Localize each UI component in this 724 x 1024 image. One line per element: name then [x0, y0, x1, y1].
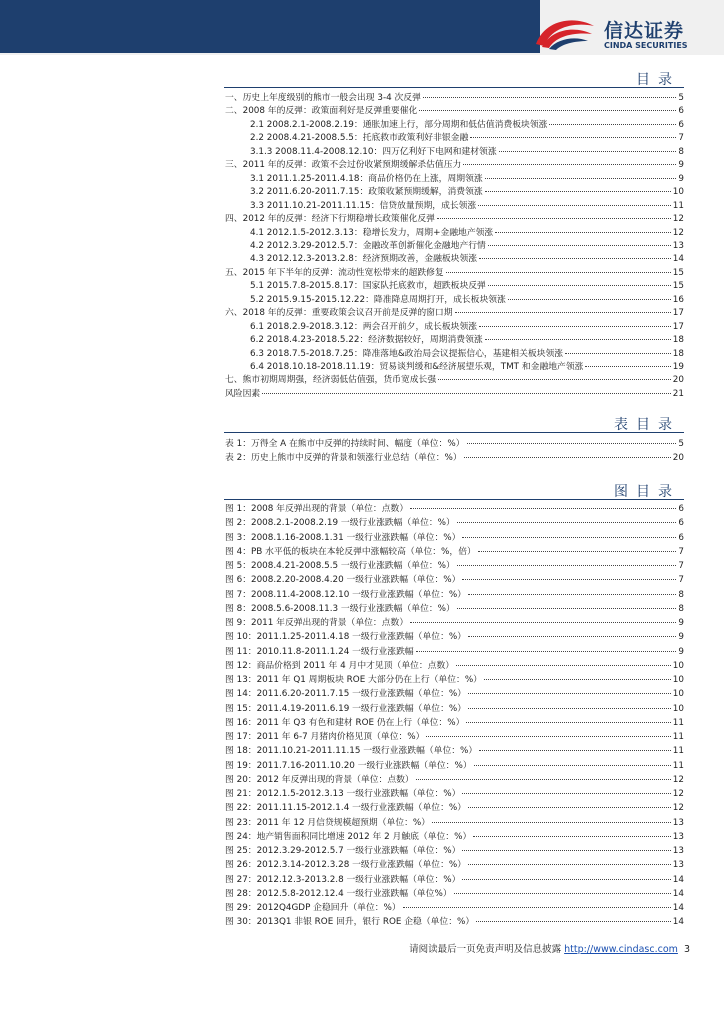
toc-entry-page: 12: [672, 214, 684, 225]
toc-entry-page: 9: [678, 173, 684, 184]
toc-entry-page: 16: [672, 294, 684, 305]
toc-entry[interactable]: [250, 346, 684, 360]
toc-entry-page: 6: [678, 119, 684, 130]
toc-entry-page: 7: [678, 133, 684, 144]
toc-entry[interactable]: [250, 225, 684, 239]
figures-entry-title: 图 17：2011 年 6-7 月猪肉价格见顶（单位：%）: [225, 732, 425, 742]
figures-entry[interactable]: [225, 900, 684, 914]
figures-entry-page: 10: [672, 689, 684, 700]
dot-leader: [423, 97, 676, 98]
figures-entry[interactable]: [225, 601, 684, 615]
dot-leader: [410, 508, 676, 509]
figures-entry[interactable]: [225, 715, 684, 729]
toc-entry-title: 3.1 2011.1.25-2011.4.18：商品价格仍在上涨，周期领涨: [250, 173, 483, 184]
figures-entry-title: 图 5：2008.4.21-2008.5.5 一级行业涨跌幅（单位：%）: [225, 561, 455, 571]
figures-entry-page: 13: [672, 831, 684, 842]
figures-entry-title: 图 8：2008.5.6-2008.11.3 一级行业涨跌幅（单位：%）: [225, 603, 455, 614]
toc-entry-page: 17: [672, 308, 684, 319]
figures-entry-title: 图 23：2011 年 12 月信贷规模超预期（单位：%）: [225, 817, 431, 828]
toc-entry-page: 12: [672, 227, 684, 238]
toc-entry-title: 6.4 2018.10.18-2018.11.19：贸易谈判缓和&经济展望乐观，TMT 和金融地产领涨: [250, 362, 584, 372]
tables-entry-title: 表 1：万得全 A 在熊市中反弹的持续时间、幅度（单位：%）: [225, 439, 465, 449]
figures-entry-title: 图 1：2008 年反弹出现的背景（单位：点数）: [225, 504, 409, 514]
figures-entry-title: 图 18：2011.10.21-2011.11.15 一级行业涨跌幅（单位：%）: [225, 746, 478, 757]
figures-entry-page: 7: [678, 575, 684, 586]
toc-entry-page: 15: [672, 281, 684, 292]
dot-leader: [474, 765, 671, 766]
dot-leader: [476, 921, 671, 922]
tables-entry-page: 5: [678, 439, 684, 449]
figures-entry[interactable]: [225, 914, 684, 928]
figures-entry[interactable]: [225, 615, 684, 629]
toc-entry[interactable]: [250, 117, 684, 131]
toc-entry[interactable]: [225, 211, 684, 225]
dot-leader: [495, 232, 671, 233]
website-link[interactable]: http://www.cindasc.com: [564, 944, 678, 955]
figures-entry-title: 图 11：2010.11.8-2011.1.24 一级行业涨跌幅: [225, 646, 414, 657]
figures-entry-title: 图 26：2012.3.14-2012.3.28 一级行业涨跌幅（单位：%）: [225, 860, 467, 871]
figures-entry-page: 11: [672, 760, 684, 771]
figures-entry-page: 14: [672, 874, 684, 885]
figures-entry-title: 图 3：2008.1.16-2008.1.31 一级行业涨跌幅（单位：%）: [225, 532, 461, 543]
dot-leader: [457, 565, 677, 566]
figures-entry[interactable]: [225, 843, 684, 857]
figures-entry[interactable]: [225, 501, 684, 515]
dot-leader: [403, 907, 671, 908]
figures-entry-page: 12: [672, 774, 684, 785]
page-number: 3: [683, 944, 690, 955]
figures-entry[interactable]: [225, 701, 684, 715]
dot-leader: [462, 579, 676, 580]
figures-entry-title: 图 6：2008.2.20-2008.4.20 一级行业涨跌幅（单位：%）: [225, 575, 461, 586]
figures-entry[interactable]: [225, 886, 684, 900]
toc-entry-page: 15: [672, 267, 684, 278]
toc-entry[interactable]: [225, 265, 684, 279]
dot-leader: [462, 537, 676, 538]
dot-leader: [468, 864, 671, 865]
figures-entry-title: 图 15：2011.4.19-2011.6.19 一级行业涨跌幅（单位：%）: [225, 703, 467, 714]
figures-entry-page: 9: [678, 646, 684, 657]
figures-entry-title: 图 22：2011.11.15-2012.1.4 一级行业涨跌幅（单位：%）: [225, 803, 467, 814]
figures-entry-title: 图 12：商品价格到 2011 年 4 月中才见顶（单位：点数）: [225, 660, 455, 671]
toc-entry-page: 17: [672, 321, 684, 332]
dot-leader: [468, 807, 671, 808]
figures-entry-title: 图 24：地产销售面积同比增速 2012 年 2 月触底（单位：%）: [225, 831, 472, 842]
toc-entry[interactable]: [250, 171, 684, 185]
dot-leader: [464, 457, 671, 458]
toc-entry-title: 2.1 2008.2.1-2008.2.19：通胀加速上行，部分周期和低估值消费板块领涨: [250, 119, 548, 130]
dot-leader: [457, 608, 677, 609]
figures-entry-page: 14: [672, 917, 684, 928]
dot-leader: [485, 339, 671, 340]
figures-entry[interactable]: [225, 544, 684, 558]
figures-entry[interactable]: [225, 815, 684, 829]
toc-divider: [224, 87, 684, 88]
toc-entry[interactable]: [250, 184, 684, 198]
toc-entry-title: 6.2 2018.4.23-2018.5.22：经济数据较好，周期消费领涨: [250, 335, 483, 346]
figures-entry-title: 图 21：2012.1.5-2012.3.13 一级行业涨跌幅（单位：%）: [225, 789, 461, 799]
dot-leader: [549, 124, 676, 125]
figures-entry-page: 12: [672, 803, 684, 814]
dot-leader: [468, 594, 676, 595]
toc-entry[interactable]: [250, 292, 684, 306]
figures-entry[interactable]: [225, 872, 684, 886]
figures-entry-page: 11: [672, 746, 684, 757]
dot-leader: [438, 379, 671, 380]
figures-entry-page: 11: [672, 732, 684, 742]
toc-entry-title: 4.1 2012.1.5-2012.3.13：稳增长发力，周期+金融地产领涨: [250, 227, 494, 238]
dot-leader: [499, 151, 677, 152]
toc-entry[interactable]: [250, 319, 684, 333]
figures-entry-title: 图 30：2013Q1 非银 ROE 回升，银行 ROE 企稳（单位：%）: [225, 917, 475, 928]
toc-entry[interactable]: [250, 198, 684, 212]
logo-icon: [532, 14, 598, 52]
figures-entry[interactable]: [225, 587, 684, 601]
figures-heading: 图目录: [614, 484, 680, 500]
dot-leader: [262, 393, 671, 394]
toc-entry[interactable]: [225, 103, 684, 117]
figures-entry-page: 11: [672, 717, 684, 728]
dot-leader: [488, 285, 671, 286]
dot-leader: [454, 893, 671, 894]
dot-leader: [473, 836, 671, 837]
dot-leader: [432, 822, 671, 823]
logo-text-en: CINDA SECURITIES: [604, 41, 688, 50]
toc-entry-title: 七、熊市初期周期强，经济弱低估值强，货币宽成长强: [225, 375, 437, 386]
figures-entry-page: 13: [672, 846, 684, 856]
figures-entry-page: 7: [678, 561, 684, 571]
dot-leader: [488, 245, 671, 246]
toc-entry[interactable]: [250, 332, 684, 346]
dot-leader: [484, 679, 671, 680]
toc-entry-title: 4.3 2012.12.3-2013.2.8：经济预期改善，金融板块领涨: [250, 254, 478, 265]
disclaimer-notice: 请阅读最后一页免责声明及信息披露: [409, 944, 565, 955]
figures-entry-title: 图 13：2011 年 Q1 周期板块 ROE 大部分仍在上行（单位：%）: [225, 675, 482, 685]
figures-entry[interactable]: [225, 530, 684, 544]
toc-entry-title: 3.2 2011.6.20-2011.7.15：政策收紧预期缓解，消费领涨: [250, 187, 483, 198]
dot-leader: [416, 651, 677, 652]
dot-leader: [565, 353, 671, 354]
header-bar: [0, 0, 724, 55]
figures-entry-page: 6: [678, 518, 684, 529]
dot-leader: [468, 693, 671, 694]
toc-entry-page: 20: [672, 375, 684, 386]
toc-entry[interactable]: [250, 278, 684, 292]
toc-entry-title: 6.3 2018.7.5-2018.7.25：降准落地&政治局会议提振信心，基建相关板块领涨: [250, 348, 564, 359]
figures-entry[interactable]: [225, 558, 684, 572]
figures-entry-title: 图 4：PB 水平低的板块在本轮反弹中涨幅较高（单位：%，倍）: [225, 546, 476, 557]
toc-heading: 目录: [636, 72, 680, 88]
toc-entry-title: 5.2 2015.9.15-2015.12.22：降准降息周期打开，成长板块领涨: [250, 294, 506, 305]
figures-entry-page: 10: [672, 703, 684, 714]
figures-entry[interactable]: [225, 686, 684, 700]
tables-divider: [224, 432, 684, 433]
dot-leader: [485, 191, 671, 192]
toc-entry-page: 11: [672, 200, 684, 211]
figures-entry-page: 7: [678, 546, 684, 557]
toc-entry[interactable]: [250, 359, 684, 373]
figures-entry[interactable]: [225, 672, 684, 686]
tables-entry[interactable]: [225, 436, 684, 450]
dot-leader: [479, 326, 671, 327]
toc-entry-title: 4.2 2012.3.29-2012.5.7：金融改革创新催化金融地产行情: [250, 240, 486, 251]
toc-entry[interactable]: [225, 305, 684, 319]
tables-heading: 表目录: [614, 417, 680, 433]
dot-leader: [462, 793, 670, 794]
dot-leader: [456, 665, 671, 666]
toc-entry-title: 3.3 2011.10.21-2011.11.15：信贷放量预期，成长领涨: [250, 200, 477, 211]
toc-entry-title: 三、2011 年的反弹：政策不会过份收紧预期缓解杀估值压力: [225, 160, 462, 171]
dot-leader: [466, 722, 670, 723]
dot-leader: [457, 522, 677, 523]
figures-entry-title: 图 9：2011 年反弹出现的背景（单位：点数）: [225, 618, 409, 628]
dot-leader: [463, 164, 676, 165]
dot-leader: [479, 258, 671, 259]
toc-entry[interactable]: [250, 251, 684, 265]
figures-entry[interactable]: [225, 658, 684, 672]
figures-entry-page: 6: [678, 532, 684, 543]
toc-entry-title: 5.1 2015.7.8-2015.8.17：国家队托底救市，超跌板块反弹: [250, 281, 486, 292]
toc-entry-page: 19: [672, 362, 684, 372]
figures-entry-page: 10: [672, 675, 684, 685]
figures-entry[interactable]: [225, 829, 684, 843]
dot-leader: [462, 850, 670, 851]
dot-leader: [470, 137, 676, 138]
company-logo: [532, 14, 712, 54]
toc-entry[interactable]: [250, 144, 684, 158]
dot-leader: [478, 205, 671, 206]
toc-entry-title: 六、2018 年的反弹：重要政策会议召开前是反弹的窗口期: [225, 308, 453, 319]
figures-entry[interactable]: [225, 800, 684, 814]
dot-leader: [585, 366, 670, 367]
figures-entry[interactable]: [225, 857, 684, 871]
figures-entry[interactable]: [225, 758, 684, 772]
toc-entry-title: 风险因素: [225, 388, 261, 399]
figures-entry-title: 图 2：2008.2.1-2008.2.19 一级行业涨跌幅（单位：%）: [225, 518, 455, 529]
figures-entry[interactable]: [225, 772, 684, 786]
tables-entry[interactable]: [225, 450, 684, 464]
figures-entry[interactable]: [225, 786, 684, 800]
figures-entry[interactable]: [225, 572, 684, 586]
figures-entry-title: 图 20：2012 年反弹出现的背景（单位：点数）: [225, 774, 414, 785]
toc-entry-page: 18: [672, 348, 684, 359]
dot-leader: [508, 299, 671, 300]
figures-divider: [224, 499, 684, 500]
figures-entry[interactable]: [225, 644, 684, 658]
figures-entry-page: 6: [678, 504, 684, 514]
dot-leader: [416, 779, 671, 780]
figures-entry[interactable]: [225, 729, 684, 743]
figures-entry-title: 图 29：2012Q4GDP 企稳回升（单位：%）: [225, 903, 401, 913]
toc-entry-page: 18: [672, 335, 684, 346]
header-band: [0, 0, 540, 53]
dot-leader: [478, 551, 677, 552]
figures-entry-page: 9: [678, 618, 684, 628]
dot-leader: [468, 708, 671, 709]
dot-leader: [485, 178, 677, 179]
toc-entry-page: 9: [678, 160, 684, 171]
toc-entry-page: 10: [672, 187, 684, 198]
dot-leader: [467, 443, 677, 444]
toc-entry[interactable]: [225, 90, 684, 104]
toc-entry-title: 一、历史上年度级别的熊市一般会出现 3-4 次反弹: [225, 93, 421, 103]
figures-entry-title: 图 19：2011.7.16-2011.10.20 一级行业涨跌幅（单位：%）: [225, 760, 472, 771]
dot-leader: [479, 750, 671, 751]
figures-entry-page: 8: [678, 603, 684, 614]
figures-entry-title: 图 10：2011.1.25-2011.4.18 一级行业涨跌幅（单位：%）: [225, 632, 467, 643]
toc-entry[interactable]: [250, 238, 684, 252]
figures-entry-page: 13: [672, 860, 684, 871]
dot-leader: [419, 110, 676, 111]
toc-entry-page: 13: [672, 240, 684, 251]
toc-entry-title: 四、2012 年的反弹：经济下行期稳增长政策催化反弹: [225, 214, 435, 225]
toc-entry-page: 14: [672, 254, 684, 265]
page-footer: [360, 941, 690, 955]
toc-entry-page: 21: [672, 388, 684, 399]
toc-entry-title: 2.2 2008.4.21-2008.5.5：托底救市政策利好非银金融: [250, 133, 469, 144]
toc-entry[interactable]: [225, 157, 684, 171]
figures-entry-page: 10: [672, 660, 684, 671]
dot-leader: [437, 218, 671, 219]
toc-entry-page: 6: [678, 106, 684, 117]
tables-entry-page: 20: [672, 453, 684, 464]
figures-entry-page: 13: [672, 817, 684, 828]
figures-entry[interactable]: [225, 743, 684, 757]
figures-entry[interactable]: [225, 515, 684, 529]
logo-text-cn: 信达证券: [604, 20, 685, 42]
figures-entry-title: 图 27：2012.12.3-2013.2.8 一级行业涨跌幅（单位：%）: [225, 874, 461, 885]
figures-entry-page: 8: [678, 589, 684, 600]
toc-entry[interactable]: [225, 372, 684, 386]
figures-entry-title: 图 16：2011 年 Q3 有色和建材 ROE 仍在上行（单位：%）: [225, 717, 465, 728]
dot-leader: [410, 622, 676, 623]
figures-entry-title: 图 14：2011.6.20-2011.7.15 一级行业涨跌幅（单位：%）: [225, 689, 467, 700]
figures-entry-page: 9: [678, 632, 684, 643]
toc-entry-title: 3.1.3 2008.11.4-2008.12.10：四万亿利好下电网和建材领涨: [250, 146, 497, 157]
toc-entry-title: 6.1 2018.2.9-2018.3.12：两会召开前夕，成长板块领涨: [250, 321, 478, 332]
toc-entry[interactable]: [225, 386, 684, 400]
toc-entry[interactable]: [250, 130, 684, 144]
figures-entry-page: 14: [672, 888, 684, 899]
dot-leader: [426, 736, 670, 737]
figures-entry-title: 图 7：2008.11.4-2008.12.10 一级行业涨跌幅（单位：%）: [225, 589, 467, 600]
figures-entry[interactable]: [225, 629, 684, 643]
figures-entry-title: 图 28：2012.5.8-2012.12.4 一级行业涨跌幅（单位%）: [225, 888, 452, 899]
toc-entry-page: 5: [678, 93, 684, 103]
figures-entry-page: 14: [672, 903, 684, 913]
dot-leader: [446, 272, 671, 273]
dot-leader: [462, 879, 670, 880]
tables-entry-title: 表 2：历史上熊市中反弹的背景和领涨行业总结（单位：%）: [225, 453, 462, 464]
toc-entry-page: 8: [678, 146, 684, 157]
toc-entry-title: 二、2008 年的反弹：政策面利好是反弹重要催化: [225, 106, 418, 117]
toc-entry-title: 五、2015 年下半年的反弹：流动性宽松带来的超跌修复: [225, 267, 444, 278]
figures-entry-page: 12: [672, 789, 684, 799]
dot-leader: [455, 312, 671, 313]
figures-entry-title: 图 25：2012.3.29-2012.5.7 一级行业涨跌幅（单位：%）: [225, 846, 461, 856]
dot-leader: [468, 636, 676, 637]
